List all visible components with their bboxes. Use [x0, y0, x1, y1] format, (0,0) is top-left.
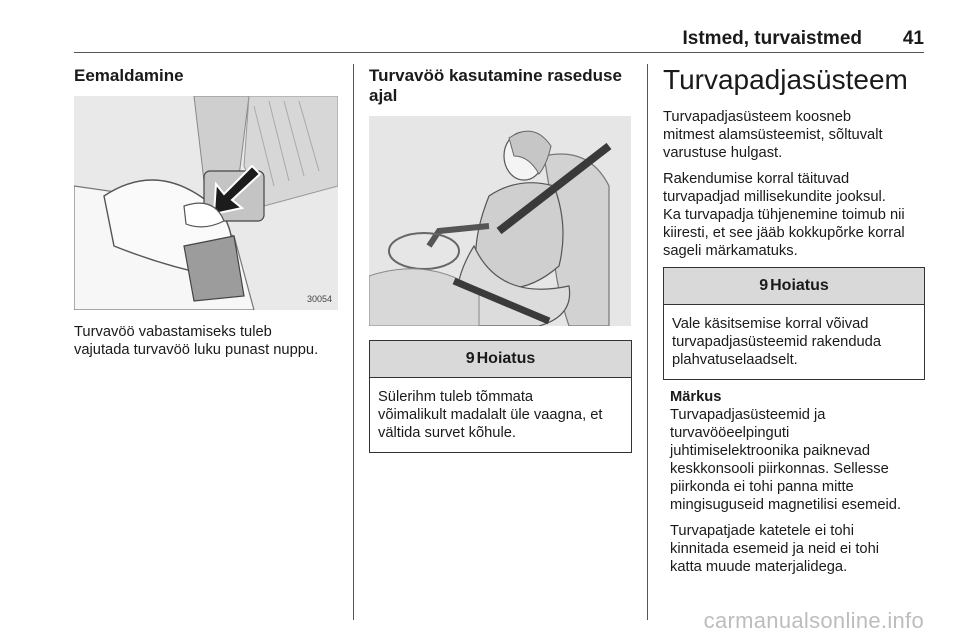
column-right: [663, 64, 927, 260]
column-middle: [369, 66, 634, 106]
section-title: Istmed, turvaistmed: [682, 28, 862, 49]
text-line: katta muude materjalidega.: [670, 559, 848, 575]
text-line: kiiresti, et see jääb kokkupõrke korral: [663, 225, 905, 241]
warning-icon: 9: [759, 277, 769, 294]
release-instructions: [74, 323, 349, 359]
figure-pregnant-driver: [369, 116, 631, 326]
note-section: [670, 388, 928, 576]
text-line: Ka turvapadja tühjenemine toimub nii: [663, 207, 905, 223]
text-line: Turvapadjasüsteem koosneb: [663, 109, 852, 125]
text-line: turvavööeelpinguti: [670, 425, 790, 441]
pregnant-seatbelt-illustration: [369, 116, 631, 326]
seatbelt-release-illustration: [74, 96, 338, 310]
text-line: Rakendumise korral täituvad: [663, 171, 850, 187]
text-line: vajutada turvavöö luku punast nuppu.: [74, 342, 319, 358]
heading-pregnancy: [369, 66, 634, 106]
paragraph-1: [663, 108, 927, 162]
warning-icon: 9: [465, 350, 475, 367]
warning-title: Hoiatus: [770, 277, 829, 294]
warning-line: plahvatuselaadselt.: [672, 352, 798, 368]
warning-body: [664, 305, 924, 379]
heading-line: ajal: [369, 86, 398, 105]
page-number: 41: [902, 28, 924, 49]
warning-header: [664, 268, 924, 305]
column-divider-2: [647, 64, 648, 620]
text-line: juhtimiselektroonika paiknevad: [670, 443, 871, 459]
column-divider-1: [353, 64, 354, 620]
paragraph-3: [670, 522, 928, 576]
warning-header: [370, 341, 631, 378]
figure-seatbelt-release: [74, 96, 338, 310]
warning-line: Sülerihm tuleb tõmmata: [378, 389, 534, 405]
text-line: Turvapatjade katetele ei tohi: [670, 523, 854, 539]
column-left: [74, 66, 342, 86]
warning-line: vältida survet kõhule.: [378, 425, 516, 441]
warning-title: Hoiatus: [476, 350, 536, 367]
warning-line: Vale käsitsemise korral võivad: [672, 316, 869, 332]
text-line: turvapadjad millisekundite jooksul.: [663, 189, 886, 205]
text-line: piirkonda ei tohi panna mitte: [670, 479, 854, 495]
text-line: mingisuguseid magnetilisi esemeid.: [670, 497, 902, 513]
text-line: keskkonsooli piirkonnas. Sellesse: [670, 461, 889, 477]
text-line: Turvavöö vabastamiseks tuleb: [74, 324, 272, 340]
warning-box-pregnancy: [369, 340, 632, 453]
note-title: Märkus: [670, 389, 722, 405]
text-line: sageli märkamatuks.: [663, 243, 798, 259]
text-line: Turvapadjasüsteemid ja: [670, 407, 826, 423]
warning-line: turvapadjasüsteemid rakenduda: [672, 334, 882, 350]
footer-watermark: carmanualsonline.info: [703, 608, 924, 633]
page-header: [74, 26, 924, 53]
paragraph-2: [663, 170, 927, 260]
figure-number: 30054: [306, 294, 332, 304]
warning-body: [370, 378, 631, 452]
heading-line: Turvavöö kasutamine raseduse: [369, 66, 622, 85]
text-line: mitmest alamsüsteemist, sõltuvalt: [663, 127, 883, 143]
warning-box-airbag: [663, 267, 925, 380]
text-line: kinnitada esemeid ja neid ei tohi: [670, 541, 880, 557]
heading-eemaldamine: Eemaldamine: [74, 66, 184, 85]
text-line: varustuse hulgast.: [663, 145, 783, 161]
heading-airbag-system: Turvapadjasüsteem: [663, 64, 908, 95]
warning-line: võimalikult madalalt üle vaagna, et: [378, 407, 603, 423]
